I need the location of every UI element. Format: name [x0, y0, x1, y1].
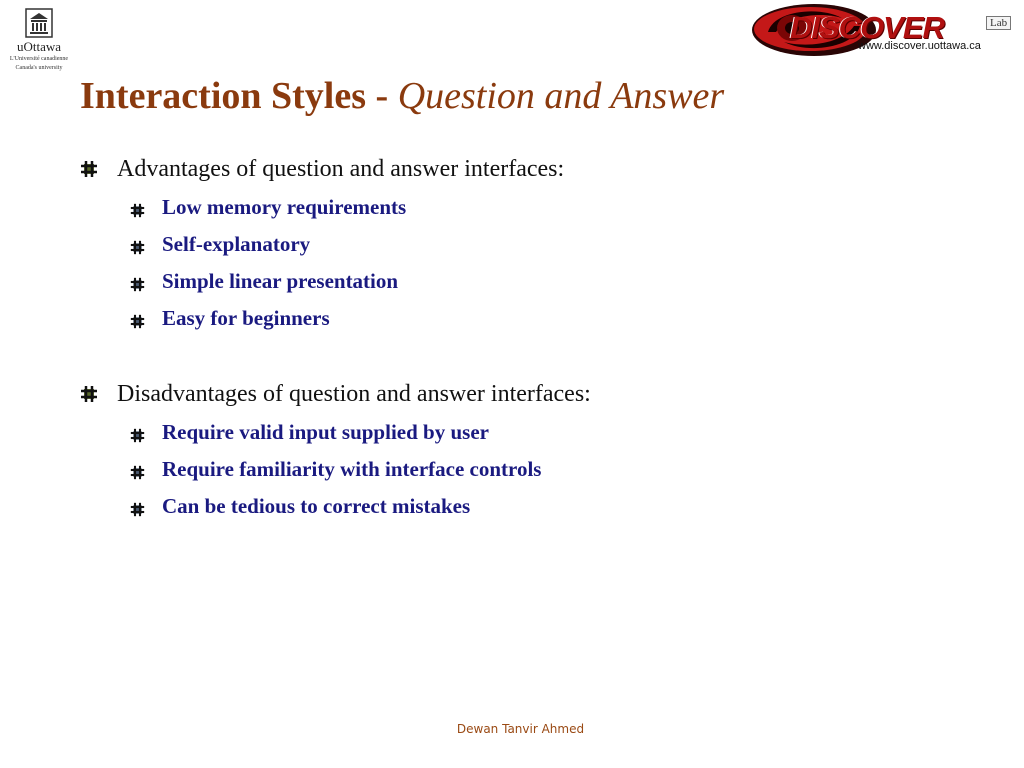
advantages-header-text: Advantages of question and answer interfaces: [117, 156, 565, 182]
list-item-text: Low memory requirements [162, 195, 407, 219]
discover-wordmark: DISCOVER [790, 10, 944, 45]
hash-square-bullet-icon [130, 428, 145, 443]
list-item-text: Simple linear presentation [162, 269, 399, 293]
discover-lab-logo [750, 2, 1020, 60]
hash-square-bullet-icon [80, 385, 98, 403]
hash-square-bullet-icon [80, 160, 98, 178]
hash-square-bullet-icon [130, 502, 145, 517]
uottawa-logo [8, 8, 70, 72]
list-item-text: Easy for beginners [162, 306, 330, 330]
list-item-text: Require familiarity with interface controls [162, 457, 542, 481]
uottawa-tagline-en: Canada's university [15, 65, 63, 71]
uottawa-name: uOttawa [16, 39, 62, 54]
discover-lab-badge: Lab [986, 16, 1011, 30]
list-item-text: Self-explanatory [162, 232, 311, 256]
hash-square-bullet-icon [130, 465, 145, 480]
list-item-text: Require valid input supplied by user [162, 420, 489, 444]
hash-square-bullet-icon [130, 314, 145, 329]
slide-title-main: Interaction Styles - [80, 75, 398, 117]
footer-author: Dewan Tanvir Ahmed [456, 722, 585, 736]
hash-square-bullet-icon [130, 240, 145, 255]
uottawa-tagline-fr: L'Université canadienne [9, 56, 69, 62]
hash-square-bullet-icon [130, 203, 145, 218]
slide-title [80, 70, 724, 122]
slide-title-sub: Question and Answer [397, 75, 725, 117]
list-item-text: Can be tedious to correct mistakes [162, 494, 471, 518]
university-building-icon [25, 8, 53, 38]
discover-url: www.discover.uottawa.ca [858, 40, 981, 52]
disadvantages-header-text: Disadvantages of question and answer interfaces: [117, 381, 591, 407]
hash-square-bullet-icon [130, 277, 145, 292]
